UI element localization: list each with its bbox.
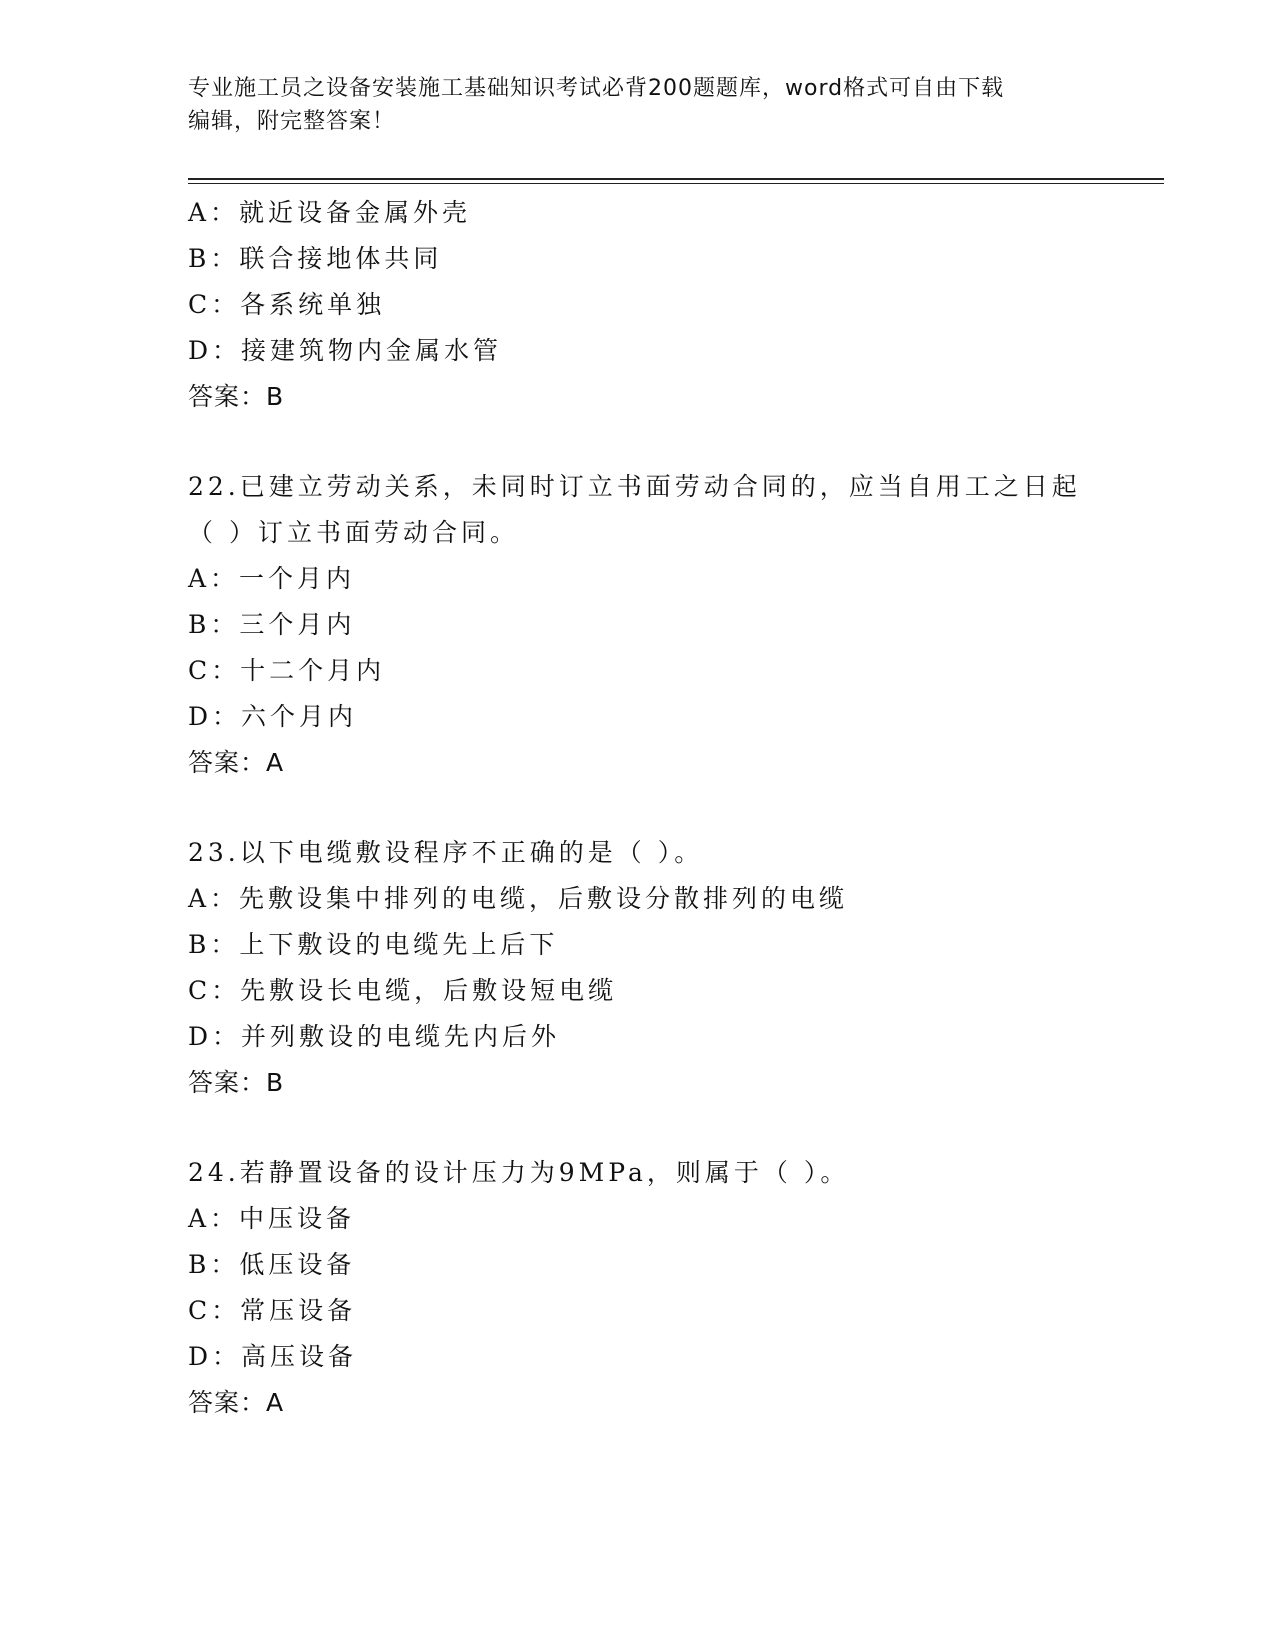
question-23 — [188, 830, 1148, 1106]
option-a: A：一个月内 — [188, 564, 356, 593]
option-d: D：并列敷设的电缆先内后外 — [188, 1022, 561, 1051]
option-c: C：各系统单独 — [188, 290, 386, 319]
option-d: D：六个月内 — [188, 702, 358, 731]
header-title-line-1: 专业施工员之设备安装施工基础知识考试必背200题题库，word格式可自由下载 — [188, 76, 1005, 101]
question-22 — [188, 464, 1148, 786]
question-stem: 23.以下电缆敷设程序不正确的是（ ）。 — [188, 838, 704, 867]
question-stem-continued: （ ）订立书面劳动合同。 — [188, 518, 519, 547]
question-21 — [188, 190, 1148, 420]
answer: 答案：B — [188, 382, 285, 411]
question-list — [188, 190, 1148, 1426]
spacer — [188, 1106, 1148, 1150]
header-title-line-2: 编辑，附完整答案！ — [188, 109, 396, 134]
option-d: D：高压设备 — [188, 1342, 358, 1371]
option-a: A：中压设备 — [188, 1204, 356, 1233]
spacer — [188, 786, 1148, 830]
answer: 答案：B — [188, 1068, 285, 1097]
option-b: B：低压设备 — [188, 1250, 356, 1279]
answer: 答案：A — [188, 1388, 285, 1417]
answer: 答案：A — [188, 748, 285, 777]
option-a: A：先敷设集中排列的电缆，后敷设分散排列的电缆 — [188, 884, 849, 913]
spacer — [188, 420, 1148, 464]
option-c: C：先敷设长电缆，后敷设短电缆 — [188, 976, 618, 1005]
option-b: B：联合接地体共同 — [188, 244, 443, 273]
option-a: A：就近设备金属外壳 — [188, 198, 472, 227]
option-c: C：常压设备 — [188, 1296, 357, 1325]
option-d: D：接建筑物内金属水管 — [188, 336, 503, 365]
option-c: C：十二个月内 — [188, 656, 386, 685]
option-b: B：上下敷设的电缆先上后下 — [188, 930, 559, 959]
question-24 — [188, 1150, 1148, 1426]
header-rule-thick — [188, 178, 1164, 180]
question-stem: 22.已建立劳动关系，未同时订立书面劳动合同的，应当自用工之日起 — [188, 472, 1081, 501]
document-header — [188, 72, 1088, 138]
header-rule-thin — [188, 183, 1164, 184]
option-b: B：三个月内 — [188, 610, 356, 639]
question-stem: 24.若静置设备的设计压力为9MPa，则属于（ ）。 — [188, 1158, 850, 1187]
